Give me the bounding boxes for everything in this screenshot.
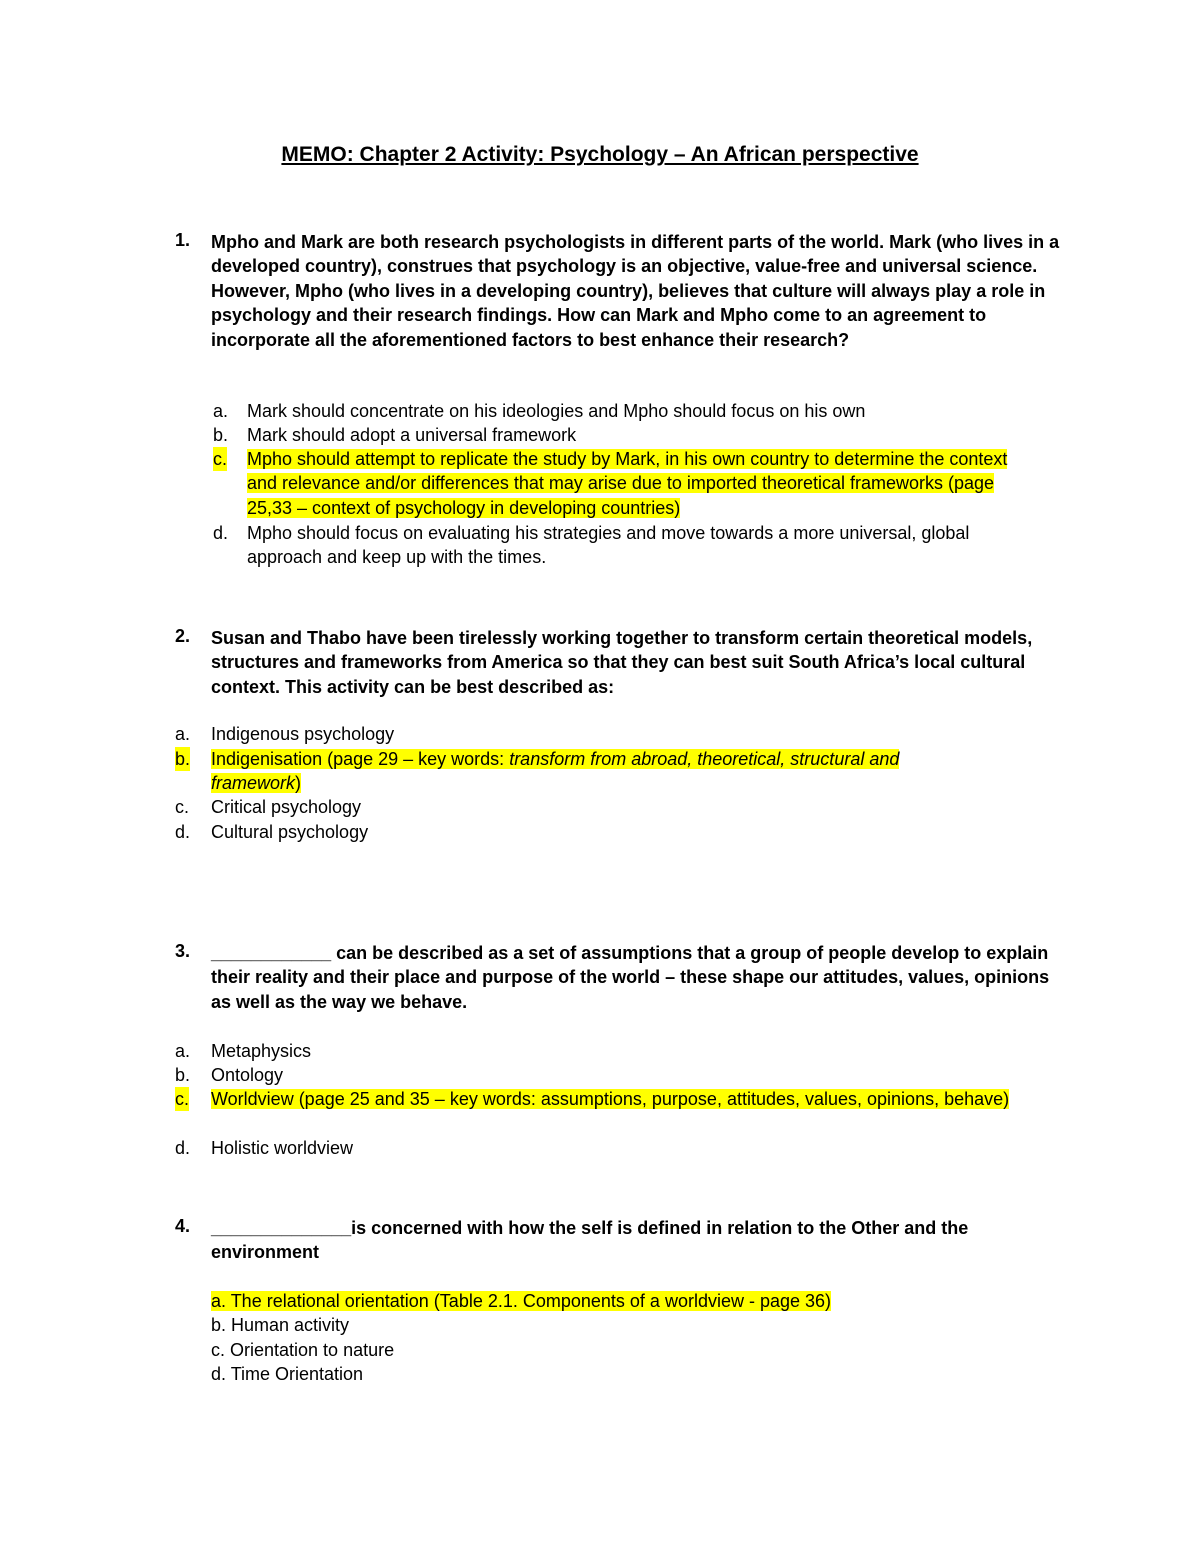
question-4-option-b (211, 1313, 1061, 1337)
question-1-text: Mpho and Mark are both research psychologists in different parts of the world. Mark (who lives in a developed country), construes that psychology is an objective, value-free and universal science. However, Mpho (who lives in a developing country), believes that culture will always play a role in psychology and their research findings. How can Mark and Mpho come to an agreement to incorporate all the aforementioned factors to best enhance their research? (211, 232, 1060, 350)
option-letter: c. (175, 797, 190, 817)
option-text: Mpho should attempt to replicate the study by Mark, in his own country to determine the context and relevance and/or differences that may arise due to imported theoretical frameworks (page 25,33 – context of psychology in developing countries) (247, 449, 1008, 518)
option-text: Critical psychology (211, 797, 362, 817)
question-3-text: ____________ can be described as a set of assumptions that a group of people develop to explain their reality and their place and purpose of the world – these shape our attitudes, values, opinions as well as the way we behave. (211, 943, 1050, 1012)
option-text: Holistic worldview (211, 1138, 354, 1158)
option-text: Ontology (211, 1065, 284, 1085)
option-keywords: transform from abroad, theoretical, structural and framework (211, 749, 900, 794)
option-letter: c. (175, 1087, 189, 1111)
question-2-number: 2. (175, 626, 191, 646)
option-text: Mark should concentrate on his ideologies and Mpho should focus on his own (247, 401, 866, 421)
question-4-text: ______________is concerned with how the self is defined in relation to the Other and the environment (211, 1218, 969, 1263)
option-letter: a. (175, 724, 191, 744)
question-3-number: 3. (175, 941, 191, 961)
page-title: MEMO: Chapter 2 Activity: Psychology – An African perspective (281, 143, 919, 166)
option-letter: d. (175, 822, 191, 842)
option-text: Metaphysics (211, 1041, 312, 1061)
option-text: c. Orientation to nature (211, 1340, 395, 1360)
option-letter: d. (213, 523, 229, 543)
question-3-blank: ____________ (211, 943, 332, 963)
option-text: Mark should adopt a universal framework (247, 425, 577, 445)
option-text: Indigenous psychology (211, 724, 395, 744)
option-letter: a. (175, 1041, 191, 1061)
question-4-option-d (211, 1362, 1061, 1386)
option-letter: b. (175, 747, 190, 771)
question-1-number: 1. (175, 230, 191, 250)
option-text: b. Human activity (211, 1315, 350, 1335)
option-text: Worldview (page 25 and 35 – key words: assumptions, purpose, attitudes, values, opinions, behave) (211, 1089, 1010, 1109)
question-4-number: 4. (175, 1216, 191, 1236)
question-2-text: Susan and Thabo have been tirelessly working together to transform certain theoretical models, structures and frameworks from America so that they can best suit South Africa’s local cultural context. This activity can be best described as: (211, 628, 1033, 697)
option-letter: a. (213, 401, 229, 421)
question-4-blank: ______________ (211, 1218, 352, 1238)
option-text: a. The relational orientation (Table 2.1. Components of a worldview - page 36) (211, 1291, 832, 1311)
option-text-end: ) (295, 773, 302, 794)
option-text: Indigenisation (page 29 – key words: (211, 749, 510, 769)
option-text: d. Time Orientation (211, 1364, 364, 1384)
option-letter: b. (175, 1065, 191, 1085)
question-4-option-c (211, 1338, 1061, 1362)
option-text: Mpho should focus on evaluating his strategies and move towards a more universal, global approach and keep up with the times. (247, 523, 970, 568)
option-letter: b. (213, 425, 229, 445)
option-letter: c. (213, 447, 227, 471)
option-letter: d. (175, 1138, 191, 1158)
option-text: Cultural psychology (211, 822, 369, 842)
question-4-option-a-correct (211, 1289, 1061, 1313)
